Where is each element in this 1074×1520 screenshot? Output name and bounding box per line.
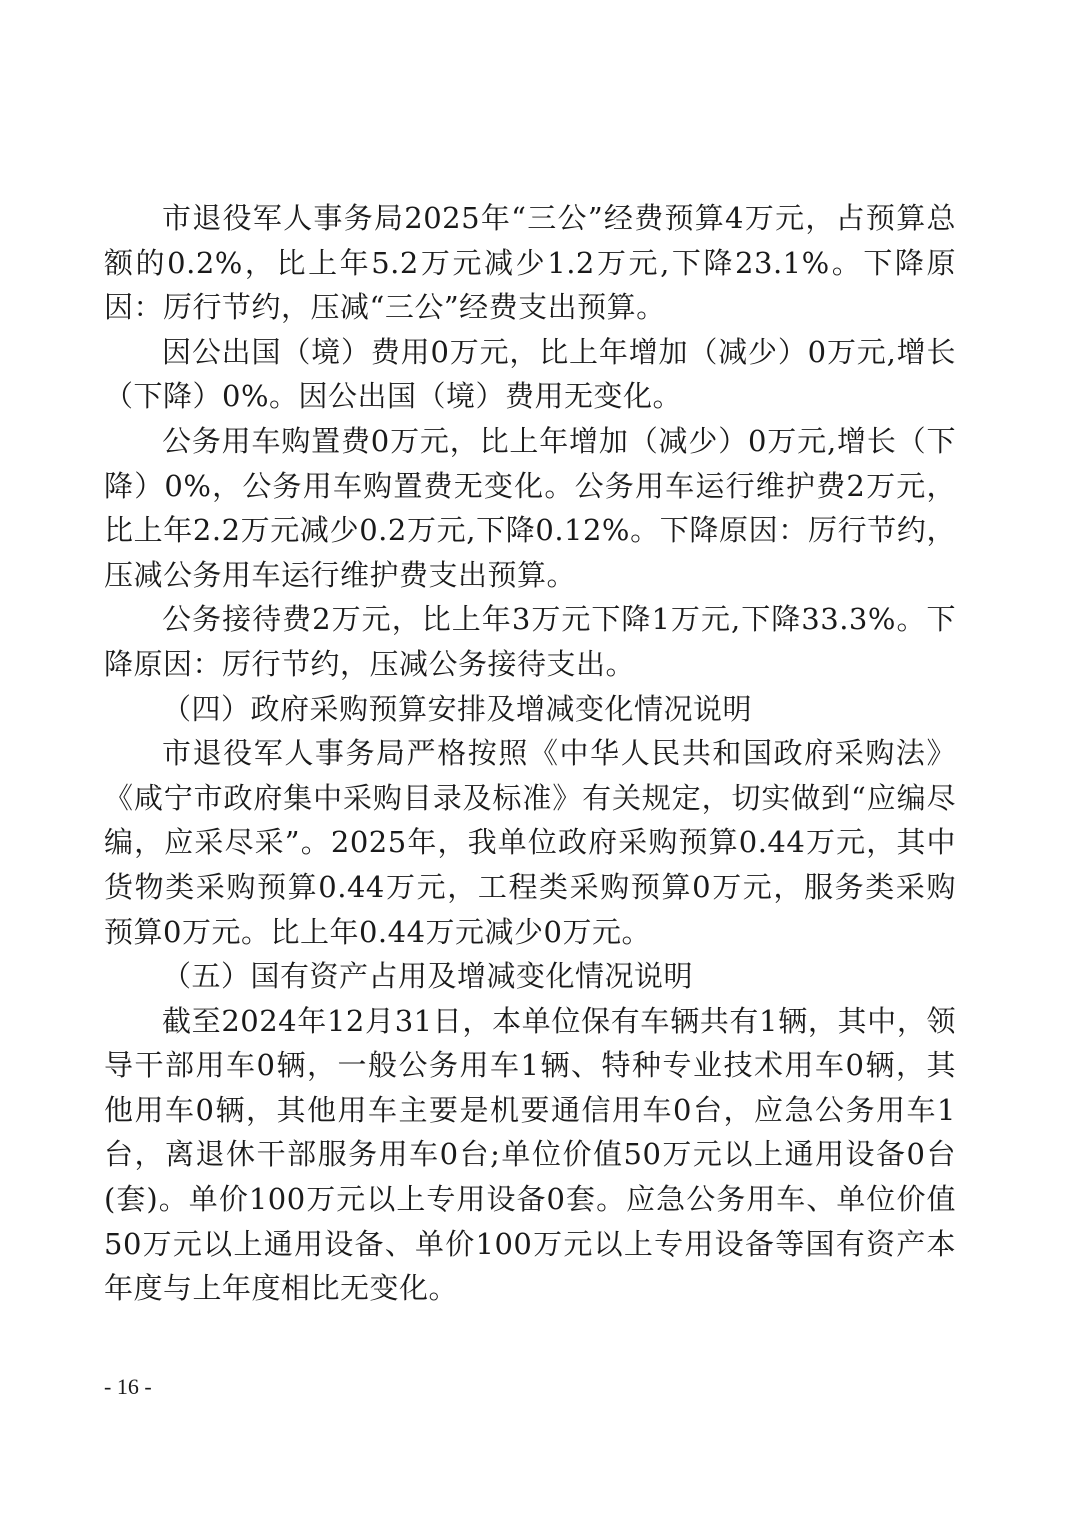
section-heading-state-assets: （五）国有资产占用及增减变化情况说明 — [162, 959, 694, 994]
paragraph-official-reception: 公务接待费2万元，比上年3万元下降1万元,下降33.3%。下降原因：厉行节约，压减公务接待支出。 — [104, 602, 956, 681]
paragraph-state-assets: 截至2024年12月31日，本单位保有车辆共有1辆，其中，领导干部用车0辆，一般公务用车1辆、特种专业技术用车0辆，其他用车0辆，其他用车主要是机要通信用车0台，应急公务用车1台，离退休干部服务用车0台;单位价值50万元以上通用设备0台(套)。单价100万元以上专用设备0套。应急公务用车、单位价值50万元以上通用设备、单价100万元以上专用设备等国有资产本年度与上年度相比无变化。 — [104, 1003, 956, 1306]
paragraph-overseas-travel: 因公出国（境）费用0万元，比上年增加（减少）0万元,增长（下降）0%。因公出国（境）费用无变化。 — [104, 334, 956, 414]
paragraph-three-public-expenses: 市退役军人事务局2025年“三公”经费预算4万元，占预算总额的0.2%，比上年5.2万元减少1.2万元,下降23.1%。下降原因：厉行节约，压减“三公”经费支出预算。 — [104, 201, 956, 325]
paragraph-government-procurement: 市退役军人事务局严格按照《中华人民共和国政府采购法》《咸宁市政府集中采购目录及标准》有关规定，切实做到“应编尽编，应采尽采”。2025年，我单位政府采购预算0.44万元，其中货物类采购预算0.44万元，工程类采购预算0万元，服务类采购预算0万元。比上年0.44万元减少0万元。 — [104, 736, 956, 949]
page-number: - 16 - — [104, 1374, 152, 1399]
document-body — [104, 196, 956, 1311]
section-heading-government-procurement: （四）政府采购预算安排及增减变化情况说明 — [162, 691, 753, 726]
paragraph-official-vehicles: 公务用车购置费0万元，比上年增加（减少）0万元,增长（下降）0%，公务用车购置费无变化。公务用车运行维护费2万元，比上年2.2万元减少0.2万元,下降0.12%。下降原因：厉行节约，压减公务用车运行维护费支出预算。 — [104, 423, 956, 592]
